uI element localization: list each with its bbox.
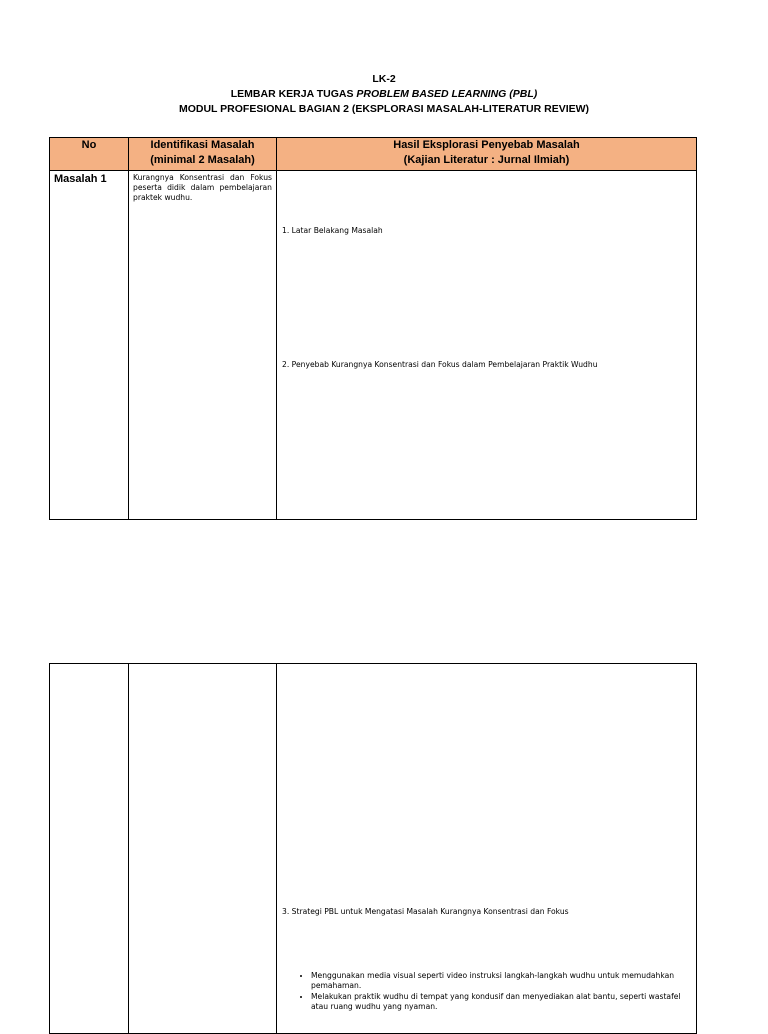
document-header <box>0 72 768 117</box>
list-item: • Menggunakan media visual seperti video instruksi langkah-langkah wudhu untuk memudahkan pemahaman. <box>311 971 691 991</box>
worksheet-table <box>49 137 697 520</box>
document-subtitle: MODUL PROFESIONAL BAGIAN 2 (EKSPLORASI MASALAH-LITERATUR REVIEW) <box>178 103 590 115</box>
header-identifikasi <box>129 138 277 171</box>
header-identifikasi-line2: (minimal 2 Masalah) <box>150 154 255 166</box>
title-prefix: LEMBAR KERJA TUGAS <box>230 88 357 100</box>
document-title <box>0 87 768 102</box>
title-italic: PROBLEM BASED LEARNING (PBL) <box>356 88 538 100</box>
header-identifikasi-line1: Identifikasi Masalah <box>150 139 255 151</box>
point-penyebab: 2. Penyebab Kurangnya Konsentrasi dan Fokus dalam Pembelajaran Praktik Wudhu <box>282 360 598 369</box>
document-code: LK-2 <box>372 73 396 85</box>
table-row <box>50 664 697 1034</box>
header-no-label: No <box>81 139 97 151</box>
row-label-empty <box>50 664 129 1034</box>
worksheet-table-continued <box>49 663 697 1034</box>
identifikasi-cell-empty <box>129 664 277 1034</box>
header-hasil-line1: Hasil Eksplorasi Penyebab Masalah <box>393 139 580 151</box>
point-latar-belakang: 1. Latar Belakang Masalah <box>282 226 383 235</box>
row-label: Masalah 1 <box>50 171 129 520</box>
table-row <box>50 171 697 520</box>
header-hasil <box>277 138 697 171</box>
header-hasil-line2: (Kajian Literatur : Jurnal Ilmiah) <box>403 154 570 166</box>
table-header-row <box>50 138 697 171</box>
list-item: • Melakukan praktik wudhu di tempat yang kondusif dan menyediakan alat bantu, seperti wastafel atau ruang wudhu yang nyaman. <box>311 992 691 1012</box>
hasil-cell <box>277 171 697 520</box>
header-no <box>50 138 129 171</box>
strategy-list <box>293 971 691 1013</box>
hasil-cell <box>277 664 697 1034</box>
identifikasi-cell: Kurangnya Konsentrasi dan Fokus peserta didik dalam pembelajaran praktek wudhu. <box>129 171 277 520</box>
point-strategi: 3. Strategi PBL untuk Mengatasi Masalah Kurangnya Konsentrasi dan Fokus <box>282 907 569 916</box>
